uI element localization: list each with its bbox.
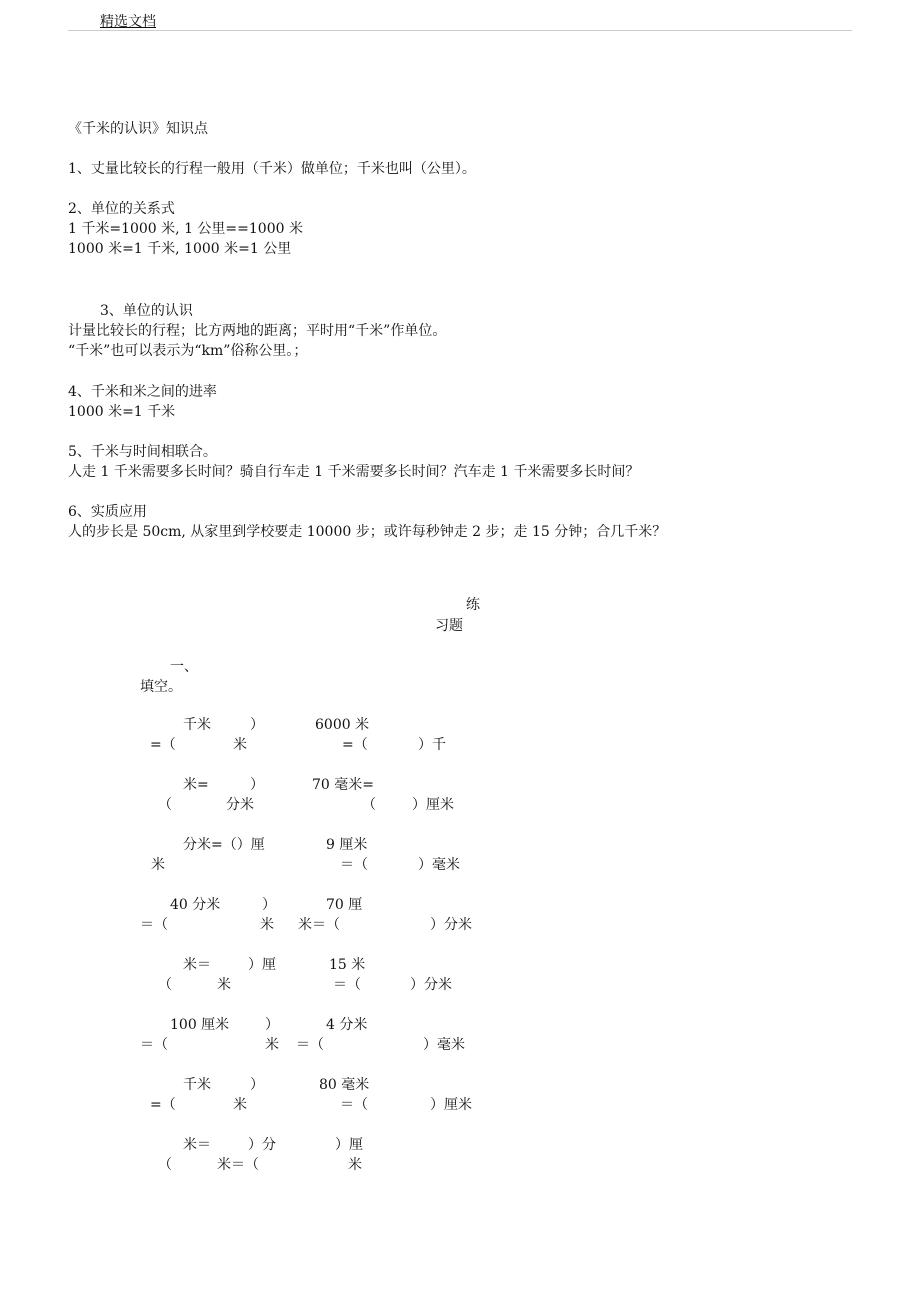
exercise-title-part2: 习题 <box>435 618 463 634</box>
fill-blank-fragment: =（ <box>150 737 176 753</box>
fill-blank-fragment: 米 <box>151 857 165 873</box>
note-line: 人的步长是 50cm, 从家里到学校要走 10000 步；或许每秒钟走 2 步；走 15 分钟；合几千米？ <box>68 524 667 540</box>
fill-blank-fragment: 米 <box>217 977 231 993</box>
header-title: 精选文档 <box>100 14 156 30</box>
fill-blank-fragment: ） <box>250 717 264 733</box>
fill-blank-fragment: ）分米 <box>410 977 452 993</box>
fill-blank-fragment: 70 厘 <box>326 897 363 913</box>
fill-blank-fragment: 9 厘米 <box>326 837 368 853</box>
notes-title: 《千米的认识》知识点 <box>68 121 208 137</box>
fill-blank-fragment: =（ <box>150 1097 176 1113</box>
fill-blank-fragment: ）厘米 <box>430 1097 472 1113</box>
note-line: 3、单位的认识 <box>100 303 193 319</box>
note-line: 1 千米=1000 米, 1 公里==1000 米 <box>68 221 303 237</box>
fill-blank-fragment: 米 <box>260 917 274 933</box>
fill-blank-fragment: 15 米 <box>329 957 366 973</box>
fill-blank-fragment: ）厘 <box>335 1137 363 1153</box>
section-number: 一、 <box>170 659 198 675</box>
header-divider <box>68 30 852 31</box>
fill-blank-fragment: 米＝（ <box>217 1157 259 1173</box>
fill-blank-fragment: 米 <box>348 1157 362 1173</box>
note-line: 人走 1 千米需要多长时间？骑自行车走 1 千米需要多长时间？汽车走 1 千米需要多长时间？ <box>68 464 640 480</box>
note-line: 1、丈量比较长的行程一般用（千米）做单位；千米也叫（公里）。 <box>68 161 476 177</box>
fill-blank-fragment: （ <box>158 977 172 993</box>
exercise-title-part1: 练 <box>466 597 480 613</box>
fill-blank-fragment: ） <box>262 897 276 913</box>
note-line: 4、千米和米之间的进率 <box>68 384 217 400</box>
fill-blank-fragment: 米 <box>233 1097 247 1113</box>
fill-blank-fragment: 千米 <box>183 1077 211 1093</box>
note-line: “千米”也可以表示为“km”俗称公里。； <box>68 343 308 359</box>
fill-blank-fragment: 米 <box>233 737 247 753</box>
fill-blank-fragment: 分米 <box>226 797 254 813</box>
fill-blank-fragment: ）分米 <box>430 917 472 933</box>
fill-blank-fragment: ＝（ <box>140 1037 168 1053</box>
fill-blank-fragment: ＝（ <box>340 857 368 873</box>
fill-blank-fragment: 分米=（）厘 <box>183 837 265 853</box>
fill-blank-fragment: 40 分米 <box>170 897 221 913</box>
fill-blank-fragment: ）千 <box>418 737 446 753</box>
fill-blank-fragment: 70 毫米= <box>312 777 374 793</box>
fill-blank-fragment: ）毫米 <box>418 857 460 873</box>
fill-blank-fragment: ＝（ <box>333 977 361 993</box>
fill-blank-fragment: 4 分米 <box>326 1017 368 1033</box>
note-line: 5、千米与时间相联合。 <box>68 444 217 460</box>
fill-blank-fragment: ）毫米 <box>423 1037 465 1053</box>
fill-blank-fragment: 米＝（ <box>298 917 340 933</box>
fill-blank-fragment: （ <box>158 1157 172 1173</box>
fill-blank-fragment: ）厘 <box>248 957 276 973</box>
fill-blank-fragment: 米＝ <box>183 1137 211 1153</box>
fill-blank-fragment: ） <box>250 1077 264 1093</box>
fill-blank-fragment: ＝（ <box>340 1097 368 1113</box>
fill-blank-fragment: 100 厘米 <box>170 1017 230 1033</box>
fill-blank-fragment: 80 毫米 <box>319 1077 370 1093</box>
section-label: 填空。 <box>140 679 182 695</box>
fill-blank-fragment: （ <box>362 797 376 813</box>
note-line: 1000 米=1 千米 <box>68 404 176 420</box>
fill-blank-fragment: 米＝ <box>183 957 211 973</box>
fill-blank-fragment: ＝（ <box>296 1037 324 1053</box>
note-line: 2、单位的关系式 <box>68 201 175 217</box>
note-line: 计量比较长的行程；比方两地的距离；平时用“千米”作单位。 <box>68 323 447 339</box>
fill-blank-fragment: =（ <box>342 737 368 753</box>
fill-blank-fragment: 千米 <box>183 717 211 733</box>
fill-blank-fragment: ） <box>265 1017 279 1033</box>
fill-blank-fragment: 米 <box>265 1037 279 1053</box>
fill-blank-fragment: ）厘米 <box>412 797 454 813</box>
fill-blank-fragment: （ <box>158 797 172 813</box>
fill-blank-fragment: 米= <box>183 777 209 793</box>
fill-blank-fragment: ＝（ <box>140 917 168 933</box>
fill-blank-fragment: 6000 米 <box>315 717 370 733</box>
note-line: 6、实质应用 <box>68 504 147 520</box>
fill-blank-fragment: ） <box>250 777 264 793</box>
note-line: 1000 米=1 千米, 1000 米=1 公里 <box>68 241 292 257</box>
fill-blank-fragment: ）分 <box>248 1137 276 1153</box>
